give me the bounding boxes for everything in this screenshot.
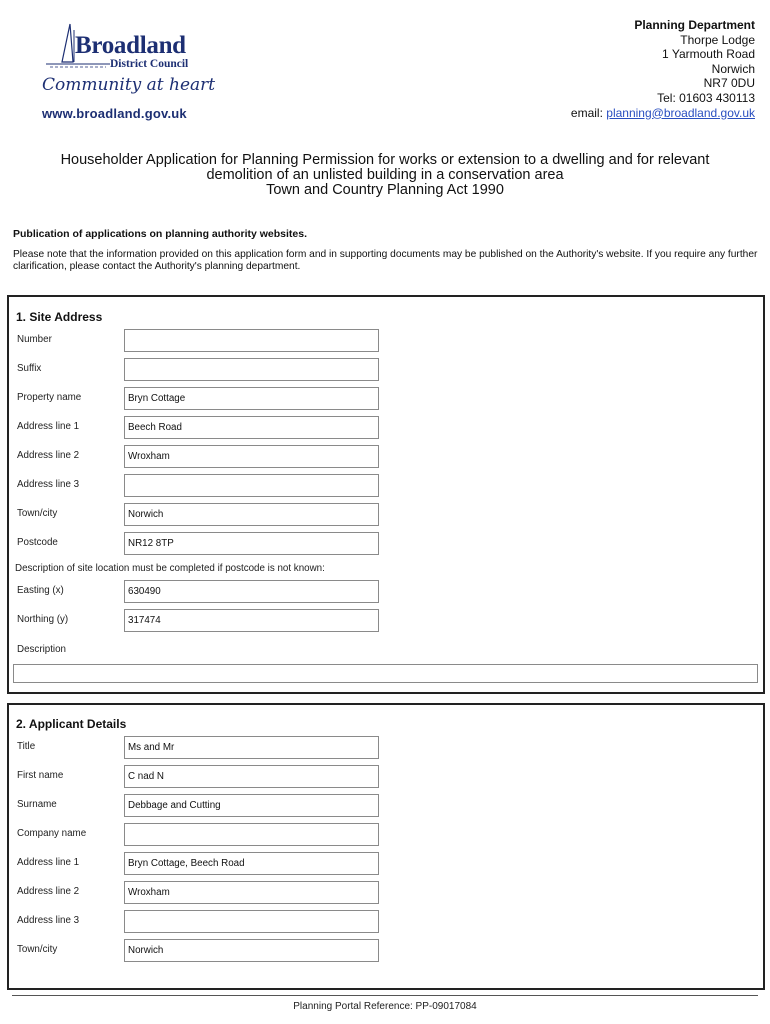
footer-divider	[12, 995, 758, 996]
applicant-address-line1-field[interactable]: Bryn Cottage, Beech Road	[124, 852, 379, 875]
logo-tagline: Community at heart	[42, 75, 216, 95]
address-line3-field[interactable]	[124, 474, 379, 497]
title-line: demolition of an unlisted building in a conservation area	[206, 167, 564, 183]
field-label: Suffix	[17, 363, 42, 374]
field-label: Town/city	[17, 944, 58, 955]
suffix-field[interactable]	[124, 358, 379, 381]
field-label: Title	[17, 741, 36, 752]
company-name-field[interactable]	[124, 823, 379, 846]
field-label: Easting (x)	[17, 585, 64, 596]
contact-block	[571, 18, 755, 120]
field-label: Address line 3	[17, 479, 80, 490]
town-field[interactable]: Norwich	[124, 503, 379, 526]
field-label: Surname	[17, 799, 57, 810]
logo-subtitle: District Council	[110, 58, 189, 70]
field-label: Company name	[17, 828, 87, 839]
telephone: Tel: 01603 430113	[657, 90, 755, 105]
address-line: 1 Yarmouth Road	[662, 47, 755, 62]
title-line: Householder Application for Planning Permission for works or extension to a dwelling and for relevant	[60, 152, 710, 168]
field-label: Address line 1	[17, 857, 80, 868]
email-link[interactable]: planning@broadland.gov.uk	[606, 105, 755, 120]
surname-field[interactable]: Debbage and Cutting	[124, 794, 379, 817]
section-heading: 1. Site Address	[16, 310, 103, 324]
field-label: First name	[17, 770, 64, 781]
field-label: Description	[17, 644, 67, 655]
field-label: Postcode	[17, 537, 58, 548]
postcode-field[interactable]: NR12 8TP	[124, 532, 379, 555]
field-label: Town/city	[17, 508, 58, 519]
address-line2-field[interactable]: Wroxham	[124, 445, 379, 468]
department-name: Planning Department	[634, 18, 755, 32]
applicant-section	[7, 703, 765, 990]
address-postcode: NR7 0DU	[703, 76, 755, 91]
description-field[interactable]	[13, 664, 758, 683]
field-label: Address line 2	[17, 450, 80, 461]
field-label: Address line 1	[17, 421, 80, 432]
portal-reference: Planning Portal Reference: PP-09017084	[293, 1001, 477, 1012]
council-logo	[40, 18, 270, 128]
address-line: Thorpe Lodge	[680, 32, 755, 47]
form-title	[0, 153, 770, 198]
email-line	[571, 106, 755, 121]
first-name-field[interactable]: C nad N	[124, 765, 379, 788]
logo-wordmark: Broadland	[75, 32, 186, 59]
field-label: Number	[17, 334, 52, 345]
title-field[interactable]: Ms and Mr	[124, 736, 379, 759]
field-label: Property name	[17, 392, 82, 403]
applicant-address-line3-field[interactable]	[124, 910, 379, 933]
section-heading: 2. Applicant Details	[16, 717, 127, 731]
northing-field[interactable]: 317474	[124, 609, 379, 632]
field-label: Address line 3	[17, 915, 80, 926]
publication-heading: Publication of applications on planning authority websites.	[13, 228, 308, 240]
field-label: Northing (y)	[17, 614, 69, 625]
publication-text: Please note that the information provided on this application form and in supporting documents may be published on the Authority's website. If you require any further clarification, please contact the Authority's planning department.	[13, 249, 758, 272]
address-line: Norwich	[711, 61, 755, 76]
site-address-section	[7, 295, 765, 694]
property-name-field[interactable]: Bryn Cottage	[124, 387, 379, 410]
location-note: Description of site location must be completed if postcode is not known:	[15, 563, 325, 574]
applicant-address-line2-field[interactable]: Wroxham	[124, 881, 379, 904]
number-field[interactable]	[124, 329, 379, 352]
website-link[interactable]: www.broadland.gov.uk	[42, 106, 187, 121]
title-act: Town and Country Planning Act 1990	[266, 182, 504, 198]
email-label: email:	[570, 105, 607, 120]
field-label: Address line 2	[17, 886, 80, 897]
easting-field[interactable]: 630490	[124, 580, 379, 603]
applicant-town-field[interactable]: Norwich	[124, 939, 379, 962]
address-line1-field[interactable]: Beech Road	[124, 416, 379, 439]
